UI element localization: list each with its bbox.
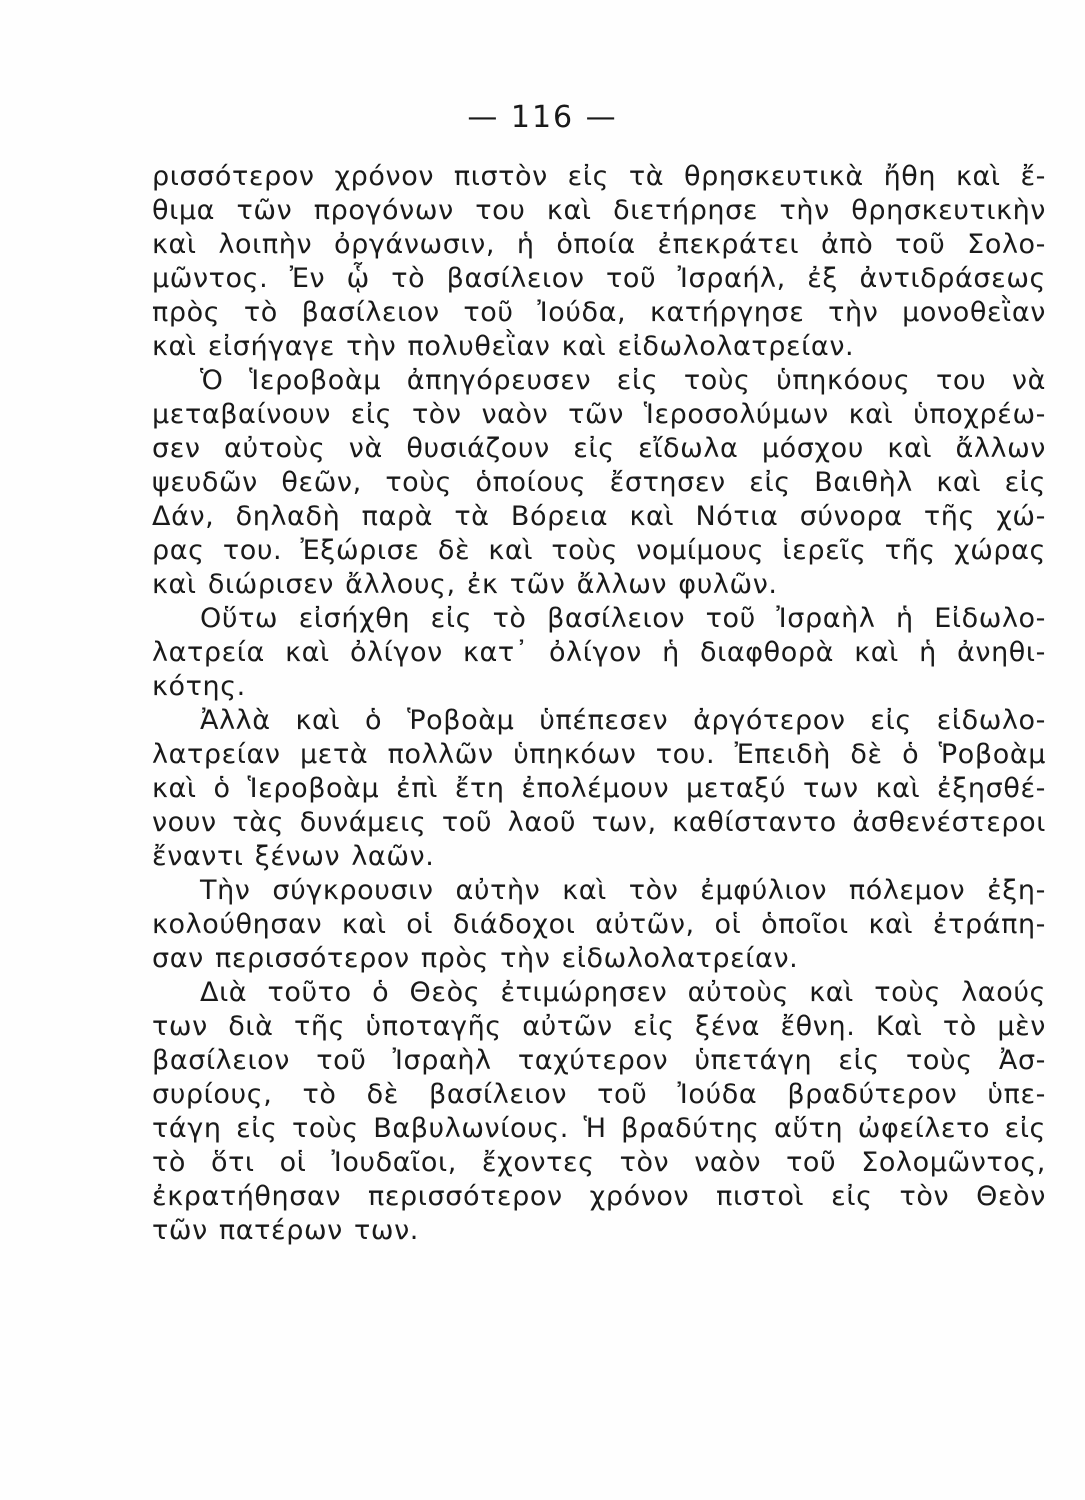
text-line: συρίους, τὸ δὲ βασίλειον τοῦ Ἰούδα βραδύτερον ὑπε- (152, 1079, 1046, 1110)
text-line: ρας του. Ἐξώρισε δὲ καὶ τοὺς νομίμους ἱερεῖς τῆς χώρας (152, 535, 1046, 566)
page-number: — 116 — (467, 100, 618, 135)
text-line: κολούθησαν καὶ οἱ διάδοχοι αὐτῶν, οἱ ὁποῖοι καὶ ἐτράπη- (152, 909, 1046, 940)
text-line: σαν περισσότερον πρὸς τὴν εἰδωλολατρείαν. (152, 943, 799, 974)
text-line: καὶ ὁ Ἱεροβοὰμ ἐπὶ ἔτη ἐπολέμουν μεταξύ των καὶ ἐξησθέ- (152, 773, 1046, 804)
text-line: λατρεία καὶ ὀλίγον κατ᾽ ὀλίγον ἡ διαφθορὰ καὶ ἡ ἀνηθι- (152, 637, 1046, 668)
paragraph-first-line: Τὴν σύγκρουσιν αὐτὴν καὶ τὸν ἐμφύλιον πόλεμον ἐξη- (200, 875, 1046, 906)
text-line: καὶ διώρισεν ἄλλους, ἐκ τῶν ἄλλων φυλῶν. (152, 569, 778, 600)
text-line: των διὰ τῆς ὑποταγῆς αὐτῶν εἰς ξένα ἔθνη. Καὶ τὸ μὲν (152, 1011, 1046, 1042)
text-line: μῶντος. Ἐν ᾧ τὸ βασίλειον τοῦ Ἰσραήλ, ἐξ ἀντιδράσεως (152, 263, 1046, 294)
text-line: σεν αὐτοὺς νὰ θυσιάζουν εἰς εἴδωλα μόσχου καὶ ἄλλων (152, 433, 1046, 464)
text-line: καὶ εἰσήγαγε τὴν πολυθεῒαν καὶ εἰδωλολατρείαν. (152, 331, 855, 362)
text-line: Δάν, δηλαδὴ παρὰ τὰ Βόρεια καὶ Νότια σύνορα τῆς χώ- (152, 501, 1046, 532)
text-line: καὶ λοιπὴν ὀργάνωσιν, ἡ ὁποία ἐπεκράτει ἀπὸ τοῦ Σολο- (152, 229, 1046, 260)
text-line: θιμα τῶν προγόνων του καὶ διετήρησε τὴν θρησκευτικὴν (152, 195, 1046, 226)
text-line: κότης. (152, 671, 246, 702)
text-line: τὸ ὅτι οἱ Ἰουδαῖοι, ἔχοντες τὸν ναὸν τοῦ Σολομῶντος, (152, 1147, 1046, 1178)
text-line: τάγη εἰς τοὺς Βαβυλωνίους. Ἡ βραδύτης αὕτη ὠφείλετο εἰς (152, 1113, 1046, 1144)
text-line: ἐκρατήθησαν περισσότερον χρόνον πιστοὶ εἰς τὸν Θεὸν (152, 1181, 1046, 1212)
paragraph-first-line: Διὰ τοῦτο ὁ Θεὸς ἐτιμώρησεν αὐτοὺς καὶ τοὺς λαούς (200, 977, 1046, 1008)
paragraph-first-line: Ὁ Ἱεροβοὰμ ἀπηγόρευσεν εἰς τοὺς ὑπηκόους του νὰ (200, 365, 1046, 396)
text-line: ρισσότερον χρόνον πιστὸν εἰς τὰ θρησκευτικὰ ἤθη καὶ ἔ- (152, 161, 1046, 192)
body-text (152, 160, 1046, 1248)
text-line: λατρείαν μετὰ πολλῶν ὑπηκόων του. Ἐπειδὴ δὲ ὁ Ῥοβοὰμ (152, 739, 1046, 770)
text-line: βασίλειον τοῦ Ἰσραὴλ ταχύτερον ὑπετάγη εἰς τοὺς Ἀσ- (152, 1045, 1046, 1076)
text-line: μεταβαίνουν εἰς τὸν ναὸν τῶν Ἱεροσολύμων καὶ ὑποχρέω- (152, 399, 1046, 430)
text-line: νουν τὰς δυνάμεις τοῦ λαοῦ των, καθίσταντο ἀσθενέστεροι (152, 807, 1046, 838)
text-line: τῶν πατέρων των. (152, 1215, 419, 1246)
text-line: ἔναντι ξένων λαῶν. (152, 841, 435, 872)
text-line: ψευδῶν θεῶν, τοὺς ὁποίους ἔστησεν εἰς Βαιθὴλ καὶ εἰς (152, 467, 1046, 498)
text-line: πρὸς τὸ βασίλειον τοῦ Ἰούδα, κατήργησε τὴν μονοθεῒαν (152, 297, 1046, 328)
paragraph-first-line: Οὕτω εἰσήχθη εἰς τὸ βασίλειον τοῦ Ἰσραὴλ ἡ Εἰδωλο- (200, 603, 1046, 634)
paragraph-first-line: Ἀλλὰ καὶ ὁ Ῥοβοὰμ ὑπέπεσεν ἀργότερον εἰς εἰδωλο- (200, 705, 1046, 736)
